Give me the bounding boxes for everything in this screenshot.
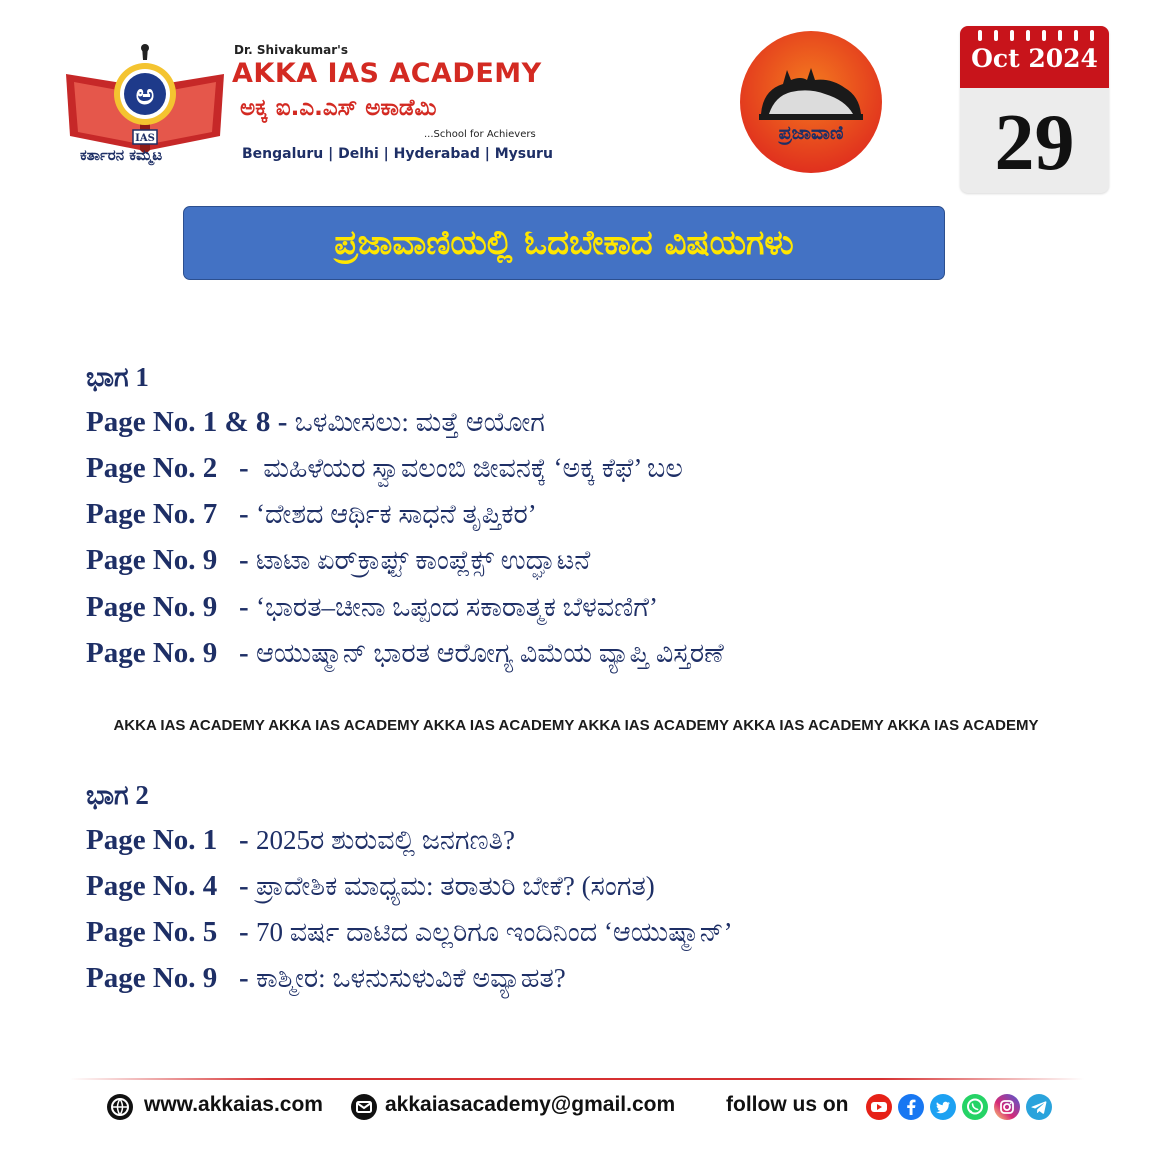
whatsapp-icon[interactable] [962,1094,988,1120]
list-item [86,544,590,584]
separator: - [217,498,256,530]
brand-name-kannada: ಅಕ್ಕ ಐ.ಎ.ಎಸ್ ಅಕಾಡೆಮಿ [240,95,437,121]
twitter-icon[interactable] [930,1094,956,1120]
date-calendar [960,26,1109,193]
headline: 2025ರ ಶುರುವಲ್ಲಿ ಜನಗಣತಿ? [255,825,515,855]
list-item [86,870,655,910]
brand-cities: Bengaluru | Delhi | Hyderabad | Mysuru [242,146,553,162]
separator: - [217,591,256,623]
banner-title: ಪ್ರಜಾವಾಣಿಯಲ್ಲಿ ಓದಬೇಕಾದ ವಿಷಯಗಳು [334,223,794,263]
email-link[interactable]: akkaiasacademy@gmail.com [385,1093,676,1116]
logo-emblem-text: IAS [135,133,155,144]
brand-name-english: AKKA IAS ACADEMY [232,58,542,89]
page-number: Page No. 2 [86,452,218,484]
headline: ಮಹಿಳೆಯರ ಸ್ವಾವಲಂಬಿ ಜೀವನಕ್ಕೆ ‘ಅಕ್ಕ ಕೆಫೆ’ ಬಲ [263,453,683,483]
headline: 70 ವರ್ಷ ದಾಟಿದ ಎಲ್ಲರಿಗೂ ಇಂದಿನಿಂದ ‘ಆಯುಷ್ಮಾನ್’ [255,917,733,947]
calendar-month: Oct 2024 [971,44,1098,73]
telegram-icon[interactable] [1026,1094,1052,1120]
list-item [86,962,566,1002]
separator: - [217,637,256,669]
page-number: Page No. 1 & 8 [86,406,271,438]
list-item [86,498,537,538]
headline: ‘ದೇಶದ ಆರ್ಥಿಕ ಸಾಧನೆ ತೃಪ್ತಿಕರ’ [255,499,537,529]
headline: ಕಾಶ್ಮೀರ: ಒಳನುಸುಳುವಿಕೆ ಅವ್ಯಾಹತ? [255,963,566,993]
page-number: Page No. 7 [86,498,218,530]
mail-icon [350,1093,378,1121]
svg-text:ಅ: ಅ [135,78,155,111]
newspaper-logo [735,30,887,174]
page-number: Page No. 9 [86,591,218,623]
page-number: Page No. 5 [86,916,218,948]
brand-founder: Dr. Shivakumar's [234,43,348,57]
separator: - [217,916,256,948]
title-banner [183,206,945,280]
page-number: Page No. 4 [86,870,218,902]
page-number: Page No. 9 [86,544,218,576]
watermark-strip: AKKA IAS ACADEMY AKKA IAS ACADEMY AKKA IAS ACADEMY AKKA IAS ACADEMY AKKA IAS ACADEMY AKKA IAS ACADEMY [113,717,1039,734]
separator: - [217,452,264,484]
separator: - [217,824,256,856]
list-item [86,452,683,492]
list-item [86,637,724,677]
section-1-title: ಭಾಗ 1 [86,362,149,392]
list-item [86,591,658,631]
logo-tagline: ಕರ್ತಾರನ ಕಮ್ಮಟ [80,146,163,164]
website-link[interactable]: www.akkaias.com [144,1093,323,1116]
section-2-title: ಭಾಗ 2 [86,780,149,810]
list-item [86,406,545,446]
follow-label: follow us on [726,1093,849,1116]
instagram-icon[interactable] [994,1094,1020,1120]
separator: - [217,870,256,902]
youtube-icon[interactable] [866,1094,892,1120]
headline: ಒಳಮೀಸಲು: ಮತ್ತೆ ಆಯೋಗ [294,407,545,437]
globe-icon [106,1093,134,1121]
list-item [86,824,515,864]
brand-motto: ...School for Achievers [424,129,536,140]
headline: ಆಯುಷ್ಮಾನ್ ಭಾರತ ಆರೋಗ್ಯ ವಿಮೆಯ ವ್ಯಾಪ್ತಿ ವಿಸ್ತರಣೆ [255,638,724,668]
newspaper-name: ಪ್ರಜಾವಾಣಿ [778,122,844,144]
separator: - [217,544,256,576]
separator: - [270,406,295,438]
footer-divider [70,1078,1084,1080]
headline: ಟಾಟಾ ಏರ್‌ಕ್ರಾಫ್ಟ್ ಕಾಂಪ್ಲೆಕ್ಸ್ ಉದ್ಘಾಟನೆ [255,545,591,575]
facebook-icon[interactable] [898,1094,924,1120]
page-number: Page No. 1 [86,824,218,856]
calendar-day: 29 [994,99,1075,187]
headline: ‘ಭಾರತ–ಚೀನಾ ಒಪ್ಪಂದ ಸಕಾರಾತ್ಮಕ ಬೆಳವಣಿಗೆ’ [255,592,658,622]
separator: - [217,962,256,994]
page-number: Page No. 9 [86,637,218,669]
list-item [86,916,733,956]
headline: ಪ್ರಾದೇಶಿಕ ಮಾಧ್ಯಮ: ತರಾತುರಿ ಬೇಕೆ? (ಸಂಗತ) [255,871,655,901]
page-number: Page No. 9 [86,962,218,994]
